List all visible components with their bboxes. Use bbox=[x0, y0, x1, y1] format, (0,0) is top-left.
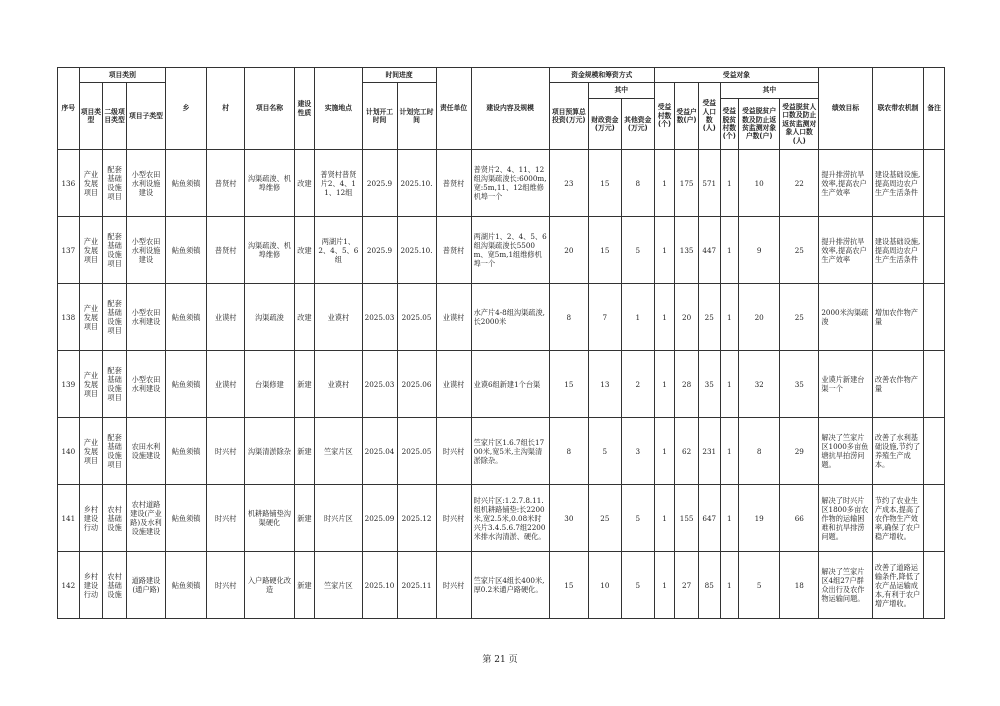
cell-ph: 9 bbox=[739, 217, 780, 284]
cell-budget: 20 bbox=[549, 217, 588, 284]
cell-no: 137 bbox=[58, 217, 80, 284]
cell-budget: 8 bbox=[549, 418, 588, 485]
cell-type: 产业发展项目 bbox=[79, 217, 103, 284]
header-content: 建设内容及规模 bbox=[471, 68, 549, 150]
cell-bv: 1 bbox=[654, 552, 675, 619]
cell-type: 产业发展项目 bbox=[79, 150, 103, 217]
table-row bbox=[58, 284, 945, 351]
table-row bbox=[58, 418, 945, 485]
cell-type: 产业发展项目 bbox=[79, 284, 103, 351]
header-end: 计划完工时间 bbox=[397, 83, 436, 150]
cell-second: 配套基础设施项目 bbox=[103, 217, 127, 284]
cell-mech: 建设基础设施,提高周边农户生产生活条件 bbox=[872, 150, 923, 217]
cell-name: 入户路硬化改造 bbox=[245, 552, 294, 619]
cell-township: 鲇鱼须镇 bbox=[166, 150, 207, 217]
header-among-beneficiary: 其中 bbox=[720, 83, 819, 99]
cell-sub: 小型农田水利建设 bbox=[126, 284, 165, 351]
cell-village: 时兴村 bbox=[207, 552, 245, 619]
cell-bp: 85 bbox=[698, 552, 720, 619]
cell-no: 142 bbox=[58, 552, 80, 619]
cell-end: 2025.11 bbox=[397, 552, 436, 619]
header-township: 乡 bbox=[166, 68, 207, 150]
header-budget: 项目预算总投资(万元) bbox=[549, 83, 588, 150]
cell-content: 业谟6组新建1个台渠 bbox=[471, 351, 549, 418]
cell-goal: 解决了竺家片区1000多亩鱼塘抗旱拍涝问题。 bbox=[819, 418, 873, 485]
cell-content: 竺家片区1.6.7组长1700米,宽5米,主沟渠清淤除杂。 bbox=[471, 418, 549, 485]
cell-unit: 业谟村 bbox=[436, 284, 471, 351]
cell-content: 两湖片1、2、4、5、6组沟渠疏浚长5500m、宽5m,1组维修机埠一个 bbox=[471, 217, 549, 284]
cell-sub: 小型农田水利设施建设 bbox=[126, 217, 165, 284]
cell-start: 2025.09 bbox=[362, 485, 397, 552]
cell-remark bbox=[924, 351, 945, 418]
cell-unit: 时兴村 bbox=[436, 552, 471, 619]
cell-pp: 25 bbox=[780, 284, 819, 351]
cell-content: 时兴片区:1.2.7.8.11.组机耕路铺垫:长2200米,宽2.5米,0.08米时兴片3.4.5.6.7组2200米排水沟清淤、硬化。 bbox=[471, 485, 549, 552]
cell-end: 2025.06 bbox=[397, 351, 436, 418]
header-poor-villages: 受益脱贫村数(个) bbox=[720, 99, 739, 150]
cell-bh: 28 bbox=[675, 351, 699, 418]
cell-remark bbox=[924, 217, 945, 284]
cell-township: 鲇鱼须镇 bbox=[166, 284, 207, 351]
cell-ph: 10 bbox=[739, 150, 780, 217]
cell-start: 2025.03 bbox=[362, 351, 397, 418]
header-location: 实施地点 bbox=[315, 68, 362, 150]
cell-unit: 时兴村 bbox=[436, 485, 471, 552]
cell-nature: 新建 bbox=[294, 485, 315, 552]
table-row bbox=[58, 351, 945, 418]
header-funds-group: 资金规模和筹资方式 bbox=[549, 68, 654, 83]
page-number: 第 21 页 bbox=[482, 655, 518, 665]
cell-unit: 业谟村 bbox=[436, 351, 471, 418]
cell-location: 竺家片区 bbox=[315, 552, 362, 619]
cell-goal: 解决了时兴片区1800多亩农作物的运输困难和抗旱排涝问题。 bbox=[819, 485, 873, 552]
cell-pv: 1 bbox=[720, 351, 739, 418]
cell-pv: 1 bbox=[720, 418, 739, 485]
cell-location: 两湖片1、2、4、5、6组 bbox=[315, 217, 362, 284]
cell-bv: 1 bbox=[654, 485, 675, 552]
header-schedule-group: 时间进度 bbox=[362, 68, 436, 83]
cell-village: 业谟村 bbox=[207, 284, 245, 351]
cell-fiscal: 15 bbox=[588, 217, 621, 284]
cell-bp: 231 bbox=[698, 418, 720, 485]
cell-end: 2025.10. bbox=[397, 217, 436, 284]
cell-pv: 1 bbox=[720, 485, 739, 552]
cell-type: 乡村建设行动 bbox=[79, 552, 103, 619]
cell-bh: 175 bbox=[675, 150, 699, 217]
cell-nature: 改建 bbox=[294, 284, 315, 351]
cell-other: 1 bbox=[621, 284, 654, 351]
cell-mech: 建设基础设施,提高周边农户生产生活条件 bbox=[872, 217, 923, 284]
cell-pp: 22 bbox=[780, 150, 819, 217]
cell-no: 138 bbox=[58, 284, 80, 351]
header-row-1 bbox=[58, 68, 945, 83]
cell-sub: 小型农田水利设施建设 bbox=[126, 150, 165, 217]
table-row bbox=[58, 217, 945, 284]
cell-pp: 66 bbox=[780, 485, 819, 552]
cell-township: 鲇鱼须镇 bbox=[166, 217, 207, 284]
cell-fiscal: 15 bbox=[588, 150, 621, 217]
cell-content: 水产片4-8组沟渠疏浚,长2000米 bbox=[471, 284, 549, 351]
cell-bp: 35 bbox=[698, 351, 720, 418]
cell-goal: 提升排涝抗旱效率,提高农户生产效率 bbox=[819, 150, 873, 217]
cell-bv: 1 bbox=[654, 418, 675, 485]
cell-end: 2025.05 bbox=[397, 418, 436, 485]
header-project-name: 项目名称 bbox=[245, 68, 294, 150]
cell-no: 139 bbox=[58, 351, 80, 418]
header-category-group: 项目类别 bbox=[79, 68, 165, 83]
cell-start: 2025.9 bbox=[362, 150, 397, 217]
header-village: 村 bbox=[207, 68, 245, 150]
cell-mech: 改善了道路运输条件,降低了农产品运输成本,有利于农户增产增收。 bbox=[872, 552, 923, 619]
header-sub-type: 项目子类型 bbox=[126, 83, 165, 150]
cell-second: 配套基础设施项目 bbox=[103, 150, 127, 217]
cell-remark bbox=[924, 418, 945, 485]
cell-unit: 普贤村 bbox=[436, 217, 471, 284]
cell-ph: 19 bbox=[739, 485, 780, 552]
cell-township: 鲇鱼须镇 bbox=[166, 485, 207, 552]
cell-fiscal: 10 bbox=[588, 552, 621, 619]
cell-no: 140 bbox=[58, 418, 80, 485]
cell-pv: 1 bbox=[720, 217, 739, 284]
cell-fiscal: 13 bbox=[588, 351, 621, 418]
cell-type: 产业发展项目 bbox=[79, 351, 103, 418]
cell-mech: 改善了水利基础设施,节约了养殖生产成本。 bbox=[872, 418, 923, 485]
cell-other: 2 bbox=[621, 351, 654, 418]
cell-village: 普贤村 bbox=[207, 217, 245, 284]
cell-unit: 时兴村 bbox=[436, 418, 471, 485]
cell-bp: 647 bbox=[698, 485, 720, 552]
cell-bv: 1 bbox=[654, 217, 675, 284]
cell-ph: 8 bbox=[739, 418, 780, 485]
header-no: 序号 bbox=[58, 68, 80, 150]
cell-bp: 447 bbox=[698, 217, 720, 284]
cell-end: 2025.05 bbox=[397, 284, 436, 351]
cell-nature: 新建 bbox=[294, 552, 315, 619]
cell-township: 鲇鱼须镇 bbox=[166, 351, 207, 418]
cell-content: 普贤片2、4、11、12组沟渠疏浚长:6000m,宽:5m,11、12组维修机埠一个 bbox=[471, 150, 549, 217]
cell-start: 2025.9 bbox=[362, 217, 397, 284]
cell-other: 3 bbox=[621, 418, 654, 485]
cell-bp: 25 bbox=[698, 284, 720, 351]
cell-second: 农村基础设施 bbox=[103, 485, 127, 552]
cell-bh: 62 bbox=[675, 418, 699, 485]
header-remark: 备注 bbox=[924, 68, 945, 150]
cell-start: 2025.03 bbox=[362, 284, 397, 351]
cell-no: 136 bbox=[58, 150, 80, 217]
cell-mech: 节约了农业生产成本,提高了农作物生产效率,确保了农户稳产增收。 bbox=[872, 485, 923, 552]
project-table bbox=[57, 67, 945, 619]
table-row bbox=[58, 150, 945, 217]
cell-second: 农村基础设施 bbox=[103, 552, 127, 619]
cell-pv: 1 bbox=[720, 150, 739, 217]
cell-end: 2025.10. bbox=[397, 150, 436, 217]
cell-goal: 解决了竺家片区4组27户群众出行及农作物运输问题。 bbox=[819, 552, 873, 619]
header-mechanism: 联农带农机制 bbox=[872, 68, 923, 150]
cell-no: 141 bbox=[58, 485, 80, 552]
cell-goal: 2000米沟渠疏浚 bbox=[819, 284, 873, 351]
cell-nature: 新建 bbox=[294, 418, 315, 485]
cell-bh: 20 bbox=[675, 284, 699, 351]
table-row bbox=[58, 485, 945, 552]
cell-location: 竺家片区 bbox=[315, 418, 362, 485]
cell-bp: 571 bbox=[698, 150, 720, 217]
cell-pv: 1 bbox=[720, 552, 739, 619]
cell-bv: 1 bbox=[654, 351, 675, 418]
cell-remark bbox=[924, 485, 945, 552]
cell-village: 时兴村 bbox=[207, 418, 245, 485]
cell-content: 竺家片区4组长400米,厚0.2米通户路硬化。 bbox=[471, 552, 549, 619]
cell-name: 沟渠清淤除杂 bbox=[245, 418, 294, 485]
header-secondary-type: 二级项目类型 bbox=[103, 83, 127, 150]
header-project-type: 项目类型 bbox=[79, 83, 103, 150]
cell-type: 乡村建设行动 bbox=[79, 485, 103, 552]
cell-start: 2025.10 bbox=[362, 552, 397, 619]
cell-fiscal: 7 bbox=[588, 284, 621, 351]
header-beneficiary-group: 受益对象 bbox=[654, 68, 819, 83]
cell-start: 2025.04 bbox=[362, 418, 397, 485]
cell-fiscal: 5 bbox=[588, 418, 621, 485]
cell-other: 5 bbox=[621, 485, 654, 552]
cell-name: 机耕路铺垫沟渠硬化 bbox=[245, 485, 294, 552]
table-body bbox=[58, 150, 945, 619]
header-start: 计划开工时间 bbox=[362, 83, 397, 150]
cell-village: 时兴村 bbox=[207, 485, 245, 552]
cell-second: 配套基础设施项目 bbox=[103, 418, 127, 485]
cell-mech: 增加农作物产量 bbox=[872, 284, 923, 351]
header-unit: 责任单位 bbox=[436, 68, 471, 150]
header-poor-households: 受益脱贫户数及防止返贫监测对象户数(户) bbox=[739, 99, 780, 150]
cell-goal: 提升排涝抗旱效率,提高农户生产效率 bbox=[819, 217, 873, 284]
cell-sub: 道路建设(通户路) bbox=[126, 552, 165, 619]
cell-nature: 改建 bbox=[294, 217, 315, 284]
header-b-villages: 受益村数(个) bbox=[654, 83, 675, 150]
cell-other: 8 bbox=[621, 150, 654, 217]
header-goal: 绩效目标 bbox=[819, 68, 873, 150]
cell-pp: 18 bbox=[780, 552, 819, 619]
cell-other: 5 bbox=[621, 552, 654, 619]
cell-budget: 15 bbox=[549, 552, 588, 619]
cell-bh: 155 bbox=[675, 485, 699, 552]
cell-mech: 改善农作物产量 bbox=[872, 351, 923, 418]
cell-end: 2025.12 bbox=[397, 485, 436, 552]
cell-nature: 新建 bbox=[294, 351, 315, 418]
cell-pp: 35 bbox=[780, 351, 819, 418]
cell-name: 沟渠疏浚、机埠维修 bbox=[245, 217, 294, 284]
header-b-population: 受益人口数(人) bbox=[698, 83, 720, 150]
header-fiscal: 财政资金(万元) bbox=[588, 99, 621, 150]
cell-budget: 23 bbox=[549, 150, 588, 217]
cell-township: 鲇鱼须镇 bbox=[166, 418, 207, 485]
table-row bbox=[58, 552, 945, 619]
header-other: 其他资金(万元) bbox=[621, 99, 654, 150]
cell-bh: 27 bbox=[675, 552, 699, 619]
cell-name: 沟渠疏浚、机埠维修 bbox=[245, 150, 294, 217]
cell-township: 鲇鱼须镇 bbox=[166, 552, 207, 619]
cell-pp: 25 bbox=[780, 217, 819, 284]
cell-name: 台渠修建 bbox=[245, 351, 294, 418]
cell-bv: 1 bbox=[654, 284, 675, 351]
cell-remark bbox=[924, 150, 945, 217]
cell-other: 5 bbox=[621, 217, 654, 284]
cell-unit: 普贤村 bbox=[436, 150, 471, 217]
cell-village: 普贤村 bbox=[207, 150, 245, 217]
cell-fiscal: 25 bbox=[588, 485, 621, 552]
cell-remark bbox=[924, 284, 945, 351]
cell-second: 配套基础设施项目 bbox=[103, 351, 127, 418]
cell-budget: 8 bbox=[549, 284, 588, 351]
cell-budget: 15 bbox=[549, 351, 588, 418]
cell-location: 业谟村 bbox=[315, 351, 362, 418]
cell-remark bbox=[924, 552, 945, 619]
header-poor-population: 受益脱贫人口数及防止返贫监测对象人口数(人) bbox=[780, 99, 819, 150]
cell-pv: 1 bbox=[720, 284, 739, 351]
cell-sub: 小型农田水利建设 bbox=[126, 351, 165, 418]
cell-village: 业谟村 bbox=[207, 351, 245, 418]
cell-bv: 1 bbox=[654, 150, 675, 217]
cell-type: 产业发展项目 bbox=[79, 418, 103, 485]
cell-ph: 20 bbox=[739, 284, 780, 351]
header-b-households: 受益户数(户) bbox=[675, 83, 699, 150]
cell-pp: 29 bbox=[780, 418, 819, 485]
cell-budget: 30 bbox=[549, 485, 588, 552]
cell-sub: 农村道路建设(产业路)及水利设施建设 bbox=[126, 485, 165, 552]
cell-second: 配套基础设施项目 bbox=[103, 284, 127, 351]
cell-location: 业谟村 bbox=[315, 284, 362, 351]
cell-goal: 业谟片新建台渠一个 bbox=[819, 351, 873, 418]
cell-bh: 135 bbox=[675, 217, 699, 284]
cell-nature: 改建 bbox=[294, 150, 315, 217]
cell-sub: 农田水利设施建设 bbox=[126, 418, 165, 485]
header-among-funds: 其中 bbox=[588, 83, 654, 99]
cell-location: 时兴片区 bbox=[315, 485, 362, 552]
cell-ph: 32 bbox=[739, 351, 780, 418]
header-nature: 建设性质 bbox=[294, 68, 315, 150]
cell-location: 普贤村普贤片2、4、11、12组 bbox=[315, 150, 362, 217]
cell-name: 沟渠疏浚 bbox=[245, 284, 294, 351]
cell-ph: 5 bbox=[739, 552, 780, 619]
